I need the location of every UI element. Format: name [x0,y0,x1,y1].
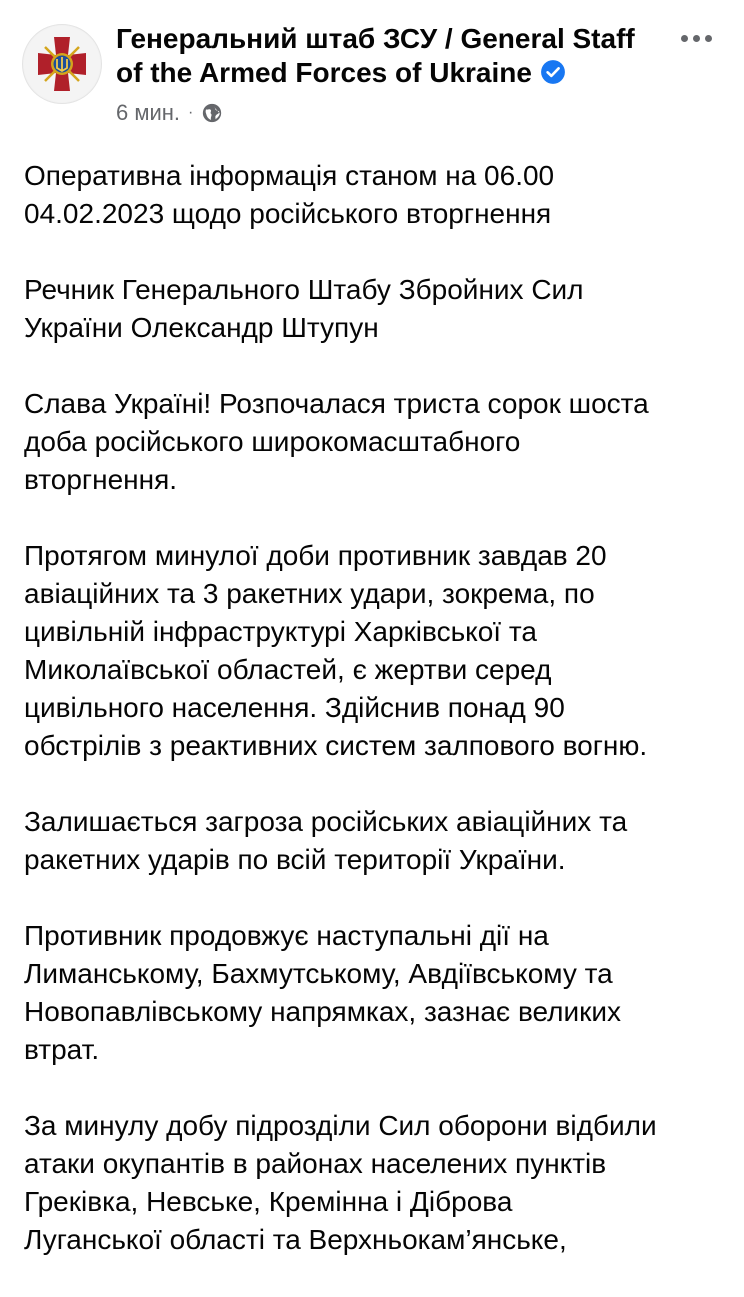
page-name[interactable] [116,22,656,90]
post-paragraph: Протягом минулої доби противник завдав 20 авіаційних та 3 ракетних удари, зокрема, по цивільній інфраструктурі Харківської та Миколаївської областей, є жертви серед цивільного населення. Здійснив понад 90 обстрілів з реактивних систем залпового вогню. [24,540,648,761]
post-header [0,0,744,140]
meta-separator: · [188,104,194,121]
post-paragraph: Оперативна інформація станом на 06.00 04.02.2023 щодо російського вторгнення [24,160,555,229]
post-paragraph: Речник Генерального Штабу Збройних Сил України Олександр Штупун [24,274,584,343]
globe-icon[interactable] [201,102,223,124]
post-meta [116,100,223,126]
post-paragraph: Противник продовжує наступальні дії на Лиманському, Бахмутському, Авдіївському та Новопавлівському напрямках, зазнає великих втрат. [24,920,622,1065]
verified-badge-icon [540,59,566,85]
page-name-text[interactable]: Генеральний штаб ЗСУ / General Staff of the Armed Forces of Ukraine [116,23,635,88]
post-paragraph: Залишається загроза російських авіаційних та ракетних ударів по всій території України. [24,806,628,875]
post-paragraph: Слава Україні! Розпочалася триста сорок шоста доба російського широкомасштабного вторгнення. [24,388,649,495]
post-text [24,157,724,1297]
general-staff-emblem-icon [23,25,101,103]
post-paragraph: За минулу добу підрозділи Сил оборони відбили атаки окупантів в районах населених пунктів Греківка, Невське, Кремінна і Діброва Луганської області та Верхньокам’янське, [24,1110,657,1255]
more-options-icon[interactable] [668,26,724,50]
page-avatar[interactable] [22,24,102,104]
post-timestamp[interactable]: 6 мин. [116,100,181,125]
